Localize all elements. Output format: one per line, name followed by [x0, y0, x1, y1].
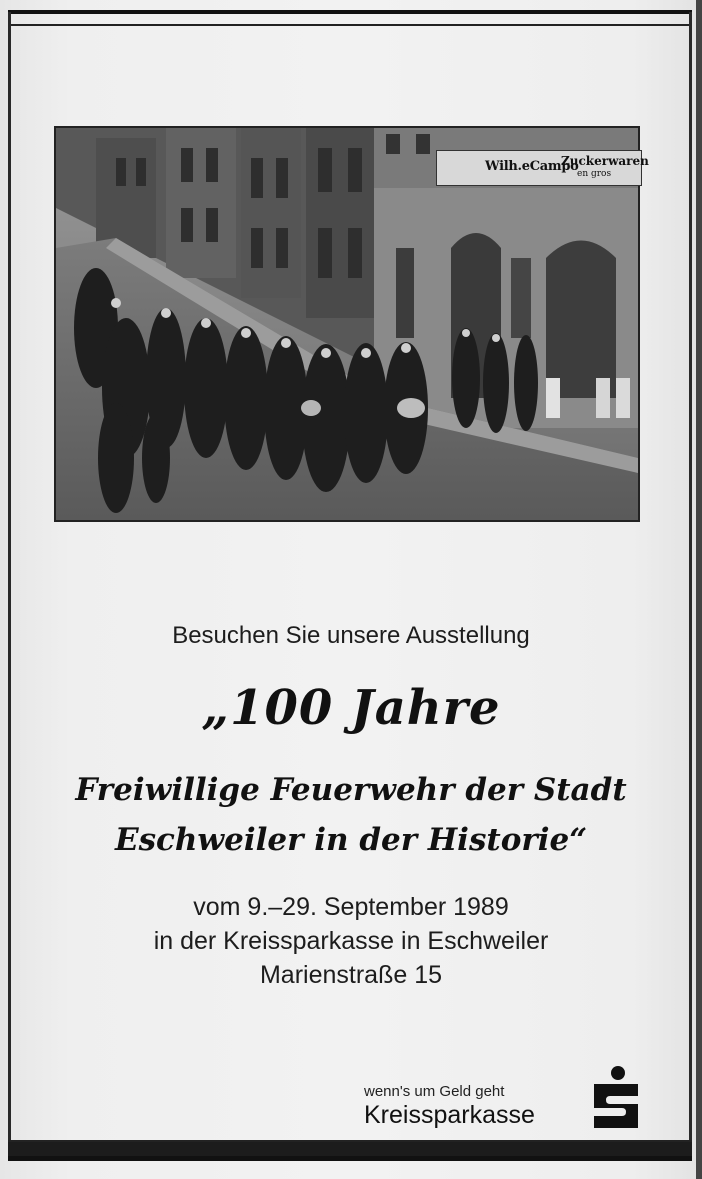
page-edge — [696, 0, 702, 1179]
historic-photo — [54, 126, 649, 522]
bank-name: Kreissparkasse — [364, 1101, 535, 1129]
top-rule — [8, 10, 692, 26]
street-line: Marienstraße 15 — [259, 961, 443, 989]
sparkasse-s-logo-icon — [588, 1066, 646, 1132]
visit-line: Besuchen Sie unsere Ausstellung — [172, 622, 530, 649]
subtitle-line-2: Eschweiler in der Historie“ — [114, 822, 588, 858]
slogan: wenn's um Geld geht — [364, 1083, 505, 1100]
bottom-rule — [8, 1140, 692, 1161]
shop-sign — [436, 150, 649, 186]
shop-sign-name: Wilh.eCampo — [485, 159, 579, 174]
headline: „100 Jahre — [201, 680, 501, 736]
date-line: vom 9.–29. September 1989 — [193, 893, 509, 921]
subtitle-line-1: Freiwillige Feuerwehr der Stadt — [75, 772, 627, 808]
shop-sign-goods: Zuckerwaren — [561, 154, 649, 168]
place-line: in der Kreissparkasse in Eschweiler — [153, 927, 549, 955]
shop-sign-sub: en gros — [577, 169, 612, 179]
street-parade-image — [56, 128, 638, 520]
